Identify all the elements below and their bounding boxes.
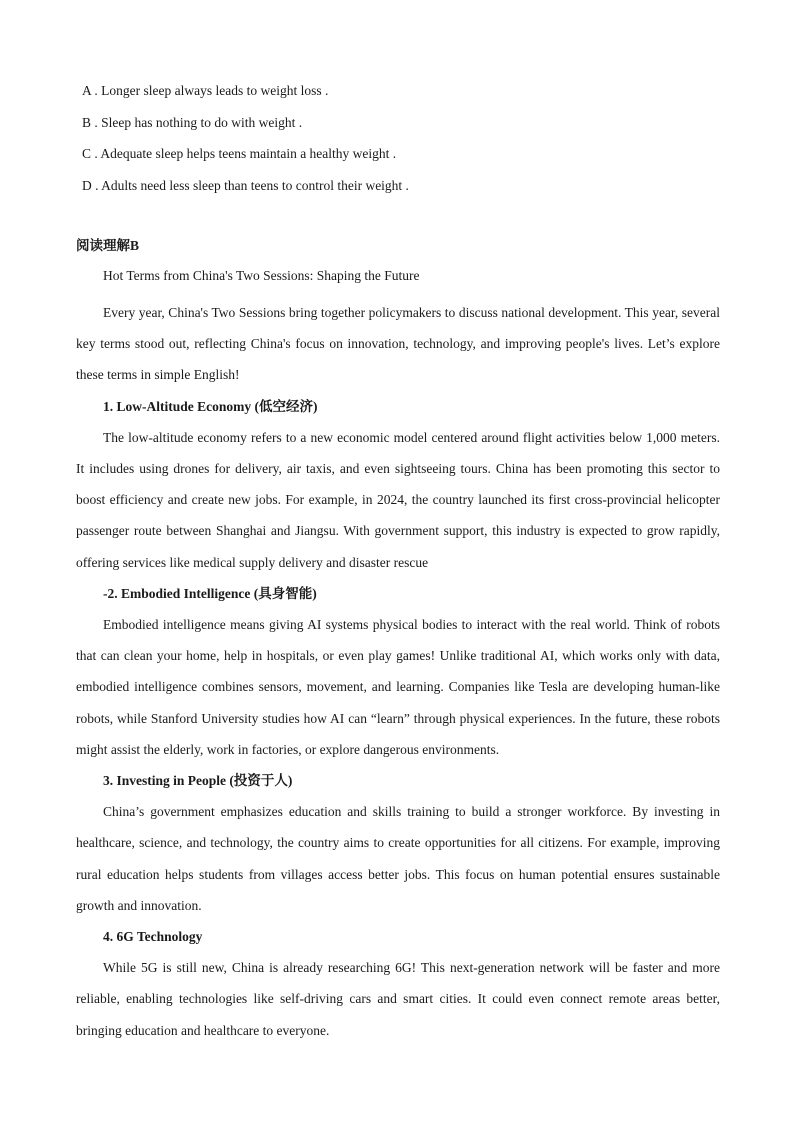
article-intro: Every year, China's Two Sessions bring together policymakers to discuss national development. This year, several key terms stood out, reflecting China's focus on innovation, technology, and improving people's lives. Let’s explore these terms in simple English! [76,305,720,383]
heading-6g-technology: 4. 6G Technology [103,929,203,945]
option-a: A . Longer sleep always leads to weight loss . [82,83,329,98]
option-b: B . Sleep has nothing to do with weight . [82,114,303,130]
answer-options [82,82,722,208]
heading-embodied-intelligence: -2. Embodied Intelligence (具身智能) [103,585,317,601]
paragraph-investing-in-people: China’s government emphasizes education and skills training to build a stronger workforce. By investing in healthcare, science, and technology, the country aims to create opportunities for all citizens. For example, improving rural education helps students from villages access better jobs. This focus on human potential ensures sustainable growth and innovation. [76,804,720,913]
reading-article [76,236,720,1046]
option-c: C . Adequate sleep helps teens maintain a healthy weight . [82,146,397,161]
heading-investing-in-people: 3. Investing in People (投资于人) [103,773,293,789]
option-d: D . Adults need less sleep than teens to control their weight . [82,177,409,193]
paragraph-6g-technology: While 5G is still new, China is already researching 6G! This next-generation network will be faster and more reliable, enabling technologies like self-driving cars and smart cities. It could even connect remote areas better, bringing education and healthcare to everyone. [76,960,720,1038]
paragraph-embodied-intelligence: Embodied intelligence means giving AI systems physical bodies to interact with the real world. Think of robots that can clean your home, help in hospitals, or even play games! Unlike traditional AI, which works only with data, embodied intelligence combines sensors, movement, and learning. Companies like Tesla are developing human-like robots, while Stanford University studies how AI can “learn” through physical experiences. In the future, these robots might assist the elderly, work in factories, or explore dangerous environments. [76,617,720,757]
heading-low-altitude-economy: 1. Low-Altitude Economy (低空经济) [103,398,318,414]
article-title: Hot Terms from China's Two Sessions: Shaping the Future [103,268,420,283]
section-label: 阅读理解B [76,238,140,253]
paragraph-low-altitude-economy: The low-altitude economy refers to a new economic model centered around flight activities below 1,000 meters. It includes using drones for delivery, air taxis, and even sightseeing tours. China has been promoting this sector to boost efficiency and create new jobs. For example, in 2024, the country launched its first cross-provincial helicopter passenger route between Shanghai and Jiangsu. With government support, this industry is expected to grow rapidly, offering services like medical supply delivery and disaster rescue [76,429,720,570]
